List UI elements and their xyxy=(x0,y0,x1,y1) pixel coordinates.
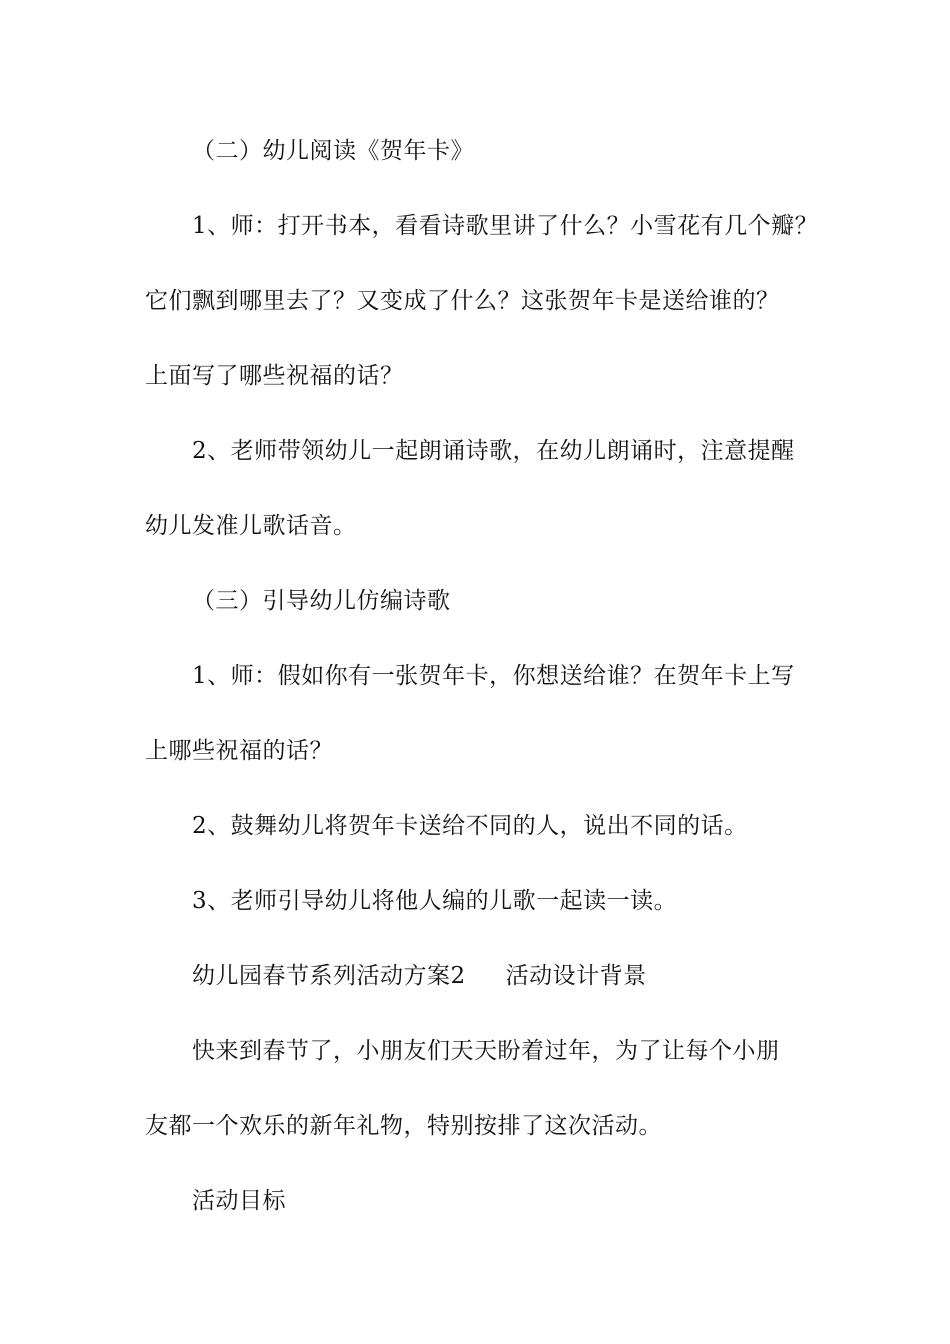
paragraph-line: 上哪些祝福的话？ xyxy=(145,738,333,764)
design-background-heading: 活动设计背景 xyxy=(505,963,647,989)
paragraph-line: 幼儿发准儿歌话音。 xyxy=(145,513,357,539)
paragraph-line: 2、老师带领幼儿一起朗诵诗歌，在幼儿朗诵时，注意提醒 xyxy=(192,438,795,464)
plan-title-line xyxy=(145,953,810,1028)
paragraph-line: 2、鼓舞幼儿将贺年卡送给不同的人，说出不同的话。 xyxy=(192,813,748,839)
paragraph-line: 3、老师引导幼儿将他人编的儿歌一起读一读。 xyxy=(192,888,678,914)
section-heading-reading: （二）幼儿阅读《贺年卡》 xyxy=(192,138,474,164)
plan-title: 幼儿园春节系列活动方案2 xyxy=(192,963,466,989)
paragraph-line: 快来到春节了，小朋友们天天盼着过年，为了让每个小朋 xyxy=(192,1038,780,1064)
activity-goals-heading: 活动目标 xyxy=(192,1188,286,1214)
paragraph-line: 友都一个欢乐的新年礼物，特别按排了这次活动。 xyxy=(145,1113,662,1139)
paragraph-line: 上面写了哪些祝福的话？ xyxy=(145,363,404,389)
paragraph-line: 1、师：假如你有一张贺年卡，你想送给谁？在贺年卡上写 xyxy=(192,663,795,689)
document-body xyxy=(145,128,819,1253)
paragraph-line: 它们飘到哪里去了？又变成了什么？这张贺年卡是送给谁的？ xyxy=(145,288,780,314)
section-heading-imitation: （三）引导幼儿仿编诗歌 xyxy=(192,588,451,614)
paragraph-line: 1、师：打开书本，看看诗歌里讲了什么？小雪花有几个瓣？ xyxy=(192,213,819,239)
